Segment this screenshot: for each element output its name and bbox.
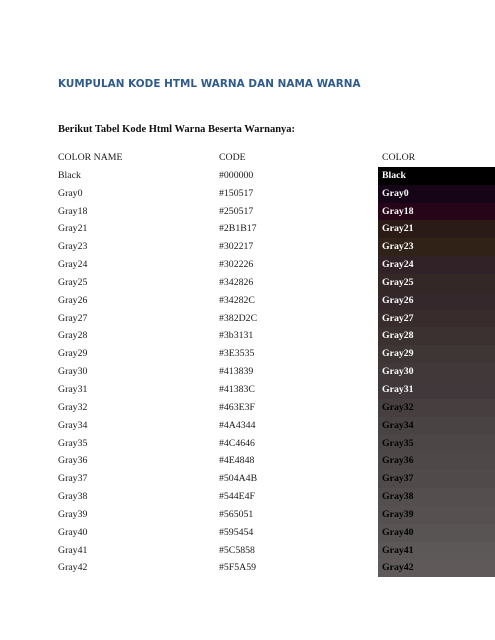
color-swatch bbox=[378, 327, 495, 345]
color-name-cell: Gray28 bbox=[58, 330, 88, 342]
table-row bbox=[0, 238, 495, 256]
header-color bbox=[378, 149, 495, 167]
color-code-cell: #565051 bbox=[219, 508, 254, 520]
color-swatch bbox=[378, 167, 495, 185]
color-code-cell: #41383C bbox=[219, 383, 255, 395]
table-row bbox=[0, 220, 495, 238]
color-swatch bbox=[378, 310, 495, 328]
color-swatch bbox=[378, 524, 495, 542]
color-swatch-label: Gray23 bbox=[382, 241, 414, 253]
color-name-cell: Gray30 bbox=[58, 366, 88, 378]
color-name-cell: Gray0 bbox=[58, 187, 83, 199]
color-swatch-label: Gray34 bbox=[382, 419, 414, 431]
color-code-cell: #382D2C bbox=[219, 312, 258, 324]
table-body bbox=[0, 167, 495, 577]
color-swatch bbox=[378, 256, 495, 274]
color-swatch-label: Gray42 bbox=[382, 562, 414, 574]
table-row bbox=[0, 256, 495, 274]
color-swatch bbox=[378, 470, 495, 488]
color-swatch-label: Gray28 bbox=[382, 330, 414, 342]
color-swatch bbox=[378, 417, 495, 435]
color-name-cell: Gray35 bbox=[58, 437, 88, 449]
table-row bbox=[0, 452, 495, 470]
color-swatch bbox=[378, 363, 495, 381]
table-row bbox=[0, 435, 495, 453]
color-name-cell: Black bbox=[58, 169, 81, 181]
color-code-cell: #413839 bbox=[219, 366, 254, 378]
table-row bbox=[0, 399, 495, 417]
color-swatch bbox=[378, 274, 495, 292]
color-swatch bbox=[378, 488, 495, 506]
color-swatch-label: Gray36 bbox=[382, 455, 414, 467]
color-name-cell: Gray29 bbox=[58, 348, 88, 360]
table-row bbox=[0, 185, 495, 203]
table-row bbox=[0, 381, 495, 399]
color-code-cell: #504A4B bbox=[219, 473, 258, 485]
color-code-cell: #5C5858 bbox=[219, 544, 255, 556]
color-swatch-label: Gray32 bbox=[382, 401, 414, 413]
color-code-cell: #544E4F bbox=[219, 491, 255, 503]
color-name-cell: Gray23 bbox=[58, 241, 88, 253]
color-swatch-label: Gray25 bbox=[382, 276, 414, 288]
color-code-cell: #302217 bbox=[219, 241, 254, 253]
color-code-cell: #34282C bbox=[219, 294, 255, 306]
table-row bbox=[0, 417, 495, 435]
color-swatch bbox=[378, 203, 495, 221]
color-swatch bbox=[378, 435, 495, 453]
color-swatch-label: Gray31 bbox=[382, 383, 414, 395]
table-row bbox=[0, 506, 495, 524]
color-swatch-label: Gray39 bbox=[382, 508, 414, 520]
table-row bbox=[0, 327, 495, 345]
color-code-cell: #4A4344 bbox=[219, 419, 256, 431]
color-swatch bbox=[378, 542, 495, 560]
color-code-cell: #302226 bbox=[219, 259, 254, 271]
color-swatch-label: Gray30 bbox=[382, 366, 414, 378]
color-name-cell: Gray26 bbox=[58, 294, 88, 306]
color-name-cell: Gray36 bbox=[58, 455, 88, 467]
color-name-cell: Gray31 bbox=[58, 383, 88, 395]
color-swatch bbox=[378, 559, 495, 577]
color-swatch-label: Gray21 bbox=[382, 223, 414, 235]
document-subtitle: Berikut Tabel Kode Html Warna Beserta Warnanya: bbox=[58, 124, 296, 135]
color-swatch-label: Gray24 bbox=[382, 259, 414, 271]
color-code-cell: #3b3131 bbox=[219, 330, 254, 342]
table-row bbox=[0, 292, 495, 310]
color-name-cell: Gray41 bbox=[58, 544, 88, 556]
color-name-cell: Gray39 bbox=[58, 508, 88, 520]
color-swatch-label: Black bbox=[382, 169, 406, 181]
table-row bbox=[0, 470, 495, 488]
header-code: CODE bbox=[219, 152, 246, 163]
color-swatch bbox=[378, 381, 495, 399]
color-swatch-label: Gray35 bbox=[382, 437, 414, 449]
document-title: KUMPULAN KODE HTML WARNA DAN NAMA WARNA bbox=[58, 78, 361, 90]
color-swatch-label: Gray41 bbox=[382, 544, 414, 556]
table-header-row bbox=[0, 149, 495, 167]
color-swatch bbox=[378, 506, 495, 524]
table-row bbox=[0, 488, 495, 506]
color-swatch-label: Gray27 bbox=[382, 312, 414, 324]
color-swatch-label: Gray26 bbox=[382, 294, 414, 306]
table-row bbox=[0, 559, 495, 577]
color-code-cell: #5F5A59 bbox=[219, 562, 257, 574]
header-color-name: COLOR NAME bbox=[58, 152, 123, 163]
color-swatch bbox=[378, 345, 495, 363]
color-swatch-label: Gray40 bbox=[382, 526, 414, 538]
color-name-cell: Gray21 bbox=[58, 223, 88, 235]
color-code-cell: #4E4848 bbox=[219, 455, 255, 467]
color-name-cell: Gray34 bbox=[58, 419, 88, 431]
color-name-cell: Gray37 bbox=[58, 473, 88, 485]
color-code-cell: #000000 bbox=[219, 169, 254, 181]
color-name-cell: Gray32 bbox=[58, 401, 88, 413]
table-row bbox=[0, 203, 495, 221]
color-swatch-label: Gray0 bbox=[382, 187, 409, 199]
table-row bbox=[0, 274, 495, 292]
color-swatch bbox=[378, 399, 495, 417]
color-swatch-label: Gray37 bbox=[382, 473, 414, 485]
table-row bbox=[0, 542, 495, 560]
table-row bbox=[0, 524, 495, 542]
color-swatch bbox=[378, 452, 495, 470]
header-color-label: COLOR bbox=[382, 152, 416, 163]
color-code-cell: #595454 bbox=[219, 526, 254, 538]
color-code-cell: #250517 bbox=[219, 205, 254, 217]
color-swatch-label: Gray38 bbox=[382, 491, 414, 503]
color-name-cell: Gray24 bbox=[58, 259, 88, 271]
color-code-cell: #342826 bbox=[219, 276, 254, 288]
color-swatch-label: Gray29 bbox=[382, 348, 414, 360]
color-swatch bbox=[378, 185, 495, 203]
color-swatch-label: Gray18 bbox=[382, 205, 414, 217]
color-name-cell: Gray27 bbox=[58, 312, 88, 324]
color-swatch bbox=[378, 238, 495, 256]
table-row bbox=[0, 363, 495, 381]
color-swatch bbox=[378, 292, 495, 310]
color-name-cell: Gray25 bbox=[58, 276, 88, 288]
table-row bbox=[0, 167, 495, 185]
table-row bbox=[0, 310, 495, 328]
color-name-cell: Gray38 bbox=[58, 491, 88, 503]
color-name-cell: Gray40 bbox=[58, 526, 88, 538]
color-name-cell: Gray18 bbox=[58, 205, 88, 217]
color-code-cell: #150517 bbox=[219, 187, 254, 199]
color-code-cell: #463E3F bbox=[219, 401, 255, 413]
color-swatch bbox=[378, 220, 495, 238]
color-code-cell: #3E3535 bbox=[219, 348, 255, 360]
color-table bbox=[0, 149, 495, 577]
table-row bbox=[0, 345, 495, 363]
color-code-cell: #2B1B17 bbox=[219, 223, 257, 235]
color-code-cell: #4C4646 bbox=[219, 437, 255, 449]
color-name-cell: Gray42 bbox=[58, 562, 88, 574]
